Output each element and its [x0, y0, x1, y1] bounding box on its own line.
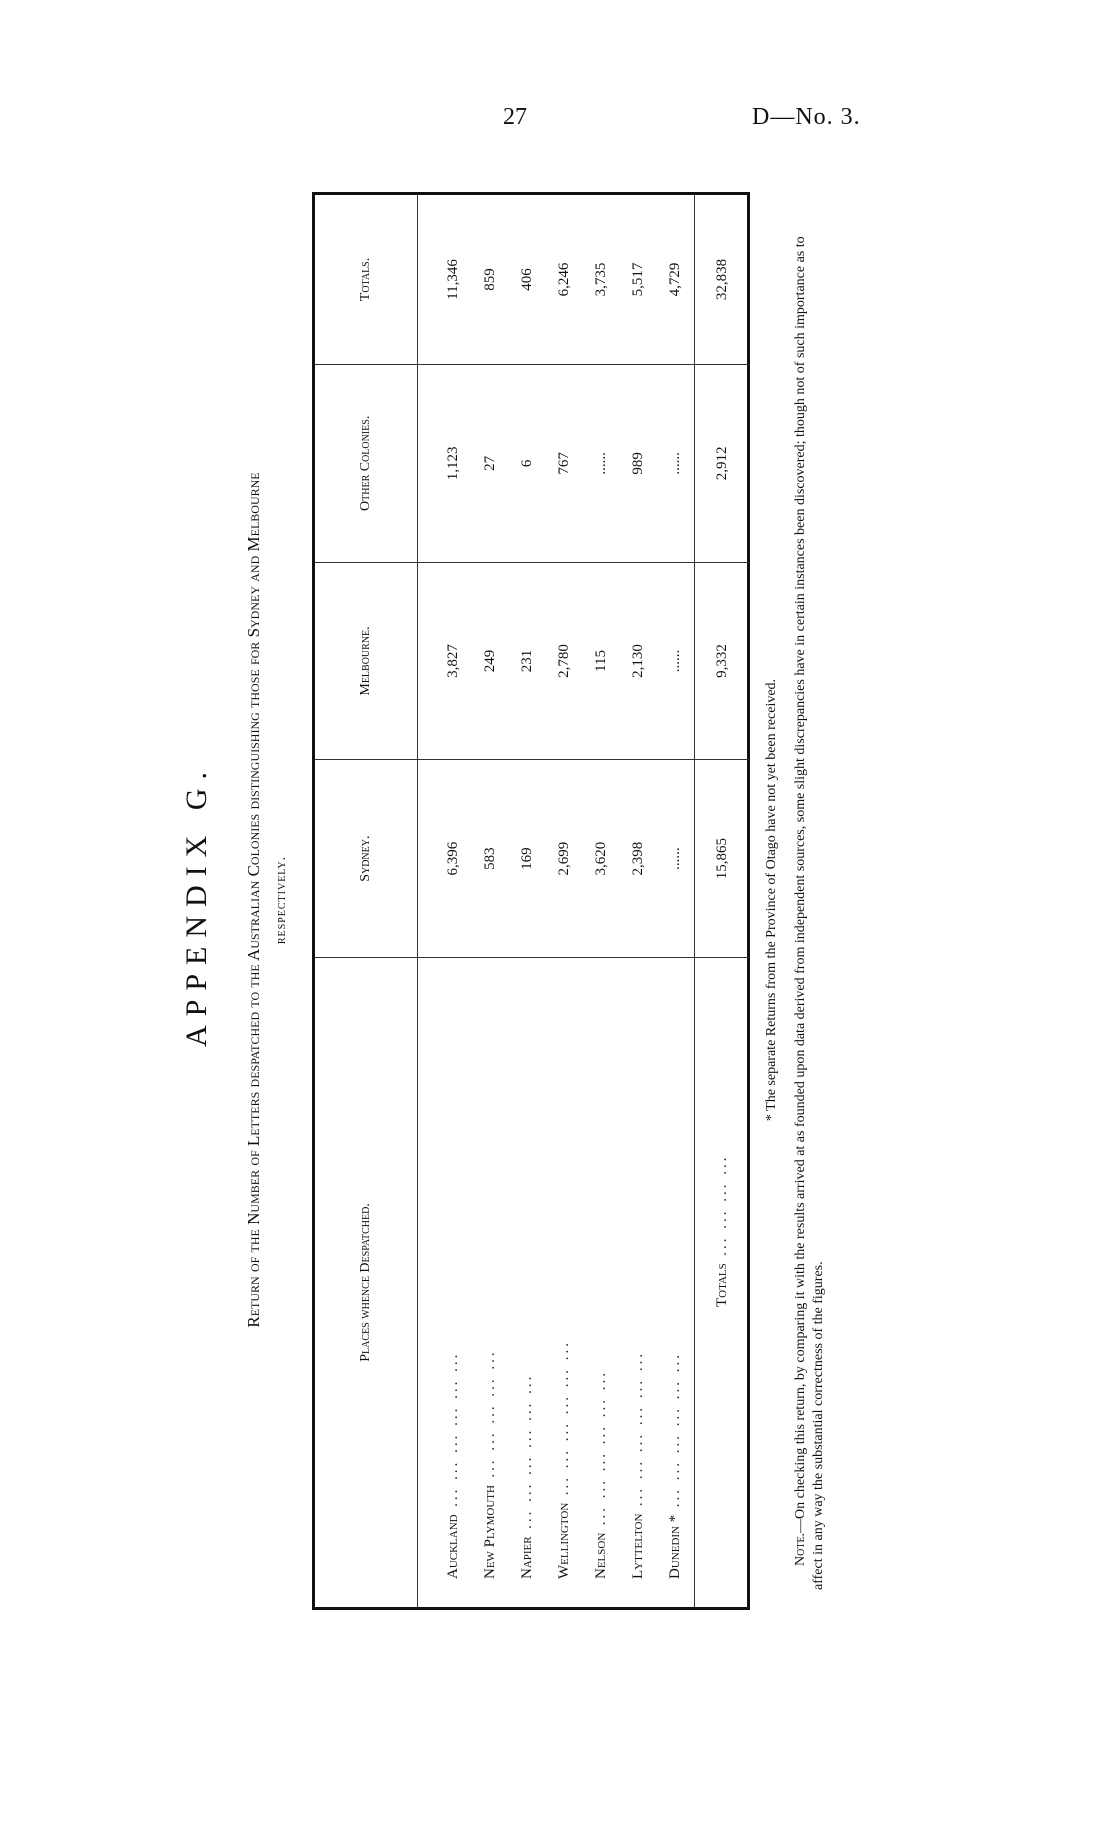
grand-total: 32,838 [695, 195, 750, 364]
header-place: Places whence Despatched. [315, 957, 418, 1607]
note-lead: Note. [793, 1532, 808, 1566]
leader-dots: ... ... ... ... [713, 1154, 730, 1256]
place-name: Lyttelton [630, 1513, 646, 1579]
melbourne-cell: 115 [583, 562, 620, 760]
place-name: Dunedin * [667, 1514, 683, 1579]
place-cell [509, 957, 546, 1607]
table-title-main: Return of the Number of Letters despatched to the Australian Colonies distinguishing those for Sydney and Melbourne [244, 472, 263, 1328]
melbourne-cell: 3,827 [418, 562, 473, 760]
leader-dots: ... ... ... ... ... ... [445, 1351, 461, 1507]
sydney-cell: 2,398 [620, 760, 657, 958]
melbourne-cell: 2,780 [546, 562, 583, 760]
total-cell: 5,517 [620, 195, 657, 364]
place-cell [546, 957, 583, 1607]
header-other-colonies: Other Colonies. [315, 364, 418, 562]
leader-dots: ... ... ... ... ... ... [519, 1373, 535, 1529]
appendix-title: APPENDIX G. [180, 763, 213, 1048]
total-cell: 4,729 [657, 195, 695, 364]
header-sydney: Sydney. [315, 760, 418, 958]
footnote: * The separate Returns from the Province of Otago have not yet been received. [764, 678, 779, 1122]
total-cell: 11,346 [418, 195, 473, 364]
melbourne-cell: 2,130 [620, 562, 657, 760]
place-name: Napier [519, 1536, 535, 1579]
sydney-cell: 583 [472, 760, 509, 958]
sydney-cell: ...... [657, 760, 695, 958]
leader-dots: ... ... ... ... ... ... [556, 1339, 572, 1496]
leader-dots: ... ... ... ... ... ... [630, 1350, 646, 1507]
totals-row [695, 195, 750, 1607]
table-title [240, 190, 296, 1610]
sydney-cell: 169 [509, 760, 546, 958]
document-reference: D—No. 3. [752, 104, 861, 130]
totals-label: Totals [713, 1263, 730, 1307]
table-row [620, 195, 657, 1607]
sydney-cell: 3,620 [583, 760, 620, 958]
place-cell [472, 957, 509, 1607]
leader-dots: ... ... ... ... ... ... [667, 1352, 683, 1508]
place-cell [657, 957, 695, 1607]
leader-dots: ... ... ... ... ... [482, 1349, 498, 1478]
total-cell: 406 [509, 195, 546, 364]
other-cell: 6 [509, 364, 546, 562]
place-name: Nelson [593, 1532, 609, 1579]
header-row [315, 195, 418, 1607]
totals-label-cell [695, 957, 750, 1607]
table-subtitle: respectively. [274, 855, 289, 945]
melbourne-cell: 249 [472, 562, 509, 760]
letters-table [315, 195, 749, 1607]
rotated-content [160, 160, 830, 1650]
note-text: —On checking this return, by comparing it with the results arrived at as founded upon data derived from independent sources, some slight discrepancies have in certain instances been discovered; though not of such importance as to affect in any way the substantial correctness of the figures. [793, 236, 826, 1590]
melbourne-cell: ...... [657, 562, 695, 760]
other-cell: ...... [657, 364, 695, 562]
table-row [418, 195, 473, 1607]
total-cell: 859 [472, 195, 509, 364]
other-cell: 27 [472, 364, 509, 562]
other-cell: ...... [583, 364, 620, 562]
place-name: Auckland [445, 1514, 461, 1579]
table-row [509, 195, 546, 1607]
place-cell [418, 957, 473, 1607]
place-cell [620, 957, 657, 1607]
place-name: Wellington [556, 1502, 572, 1579]
page-number: 27 [503, 104, 527, 130]
melbourne-cell: 231 [509, 562, 546, 760]
total-cell: 6,246 [546, 195, 583, 364]
table-row [472, 195, 509, 1607]
other-cell: 767 [546, 364, 583, 562]
other-cell: 989 [620, 364, 657, 562]
total-cell: 3,735 [583, 195, 620, 364]
table-row [657, 195, 695, 1607]
sydney-total: 15,865 [695, 760, 750, 958]
sydney-cell: 6,396 [418, 760, 473, 958]
table-row [583, 195, 620, 1607]
sydney-cell: 2,699 [546, 760, 583, 958]
table-frame [312, 192, 750, 1610]
melbourne-total: 9,332 [695, 562, 750, 760]
place-name: New Plymouth [482, 1485, 498, 1579]
header-melbourne: Melbourne. [315, 562, 418, 760]
table-row [546, 195, 583, 1607]
other-cell: 1,123 [418, 364, 473, 562]
place-cell [583, 957, 620, 1607]
header-totals: Totals. [315, 195, 418, 364]
leader-dots: ... ... ... ... ... ... [593, 1369, 609, 1526]
note-paragraph [792, 210, 828, 1590]
other-total: 2,912 [695, 364, 750, 562]
